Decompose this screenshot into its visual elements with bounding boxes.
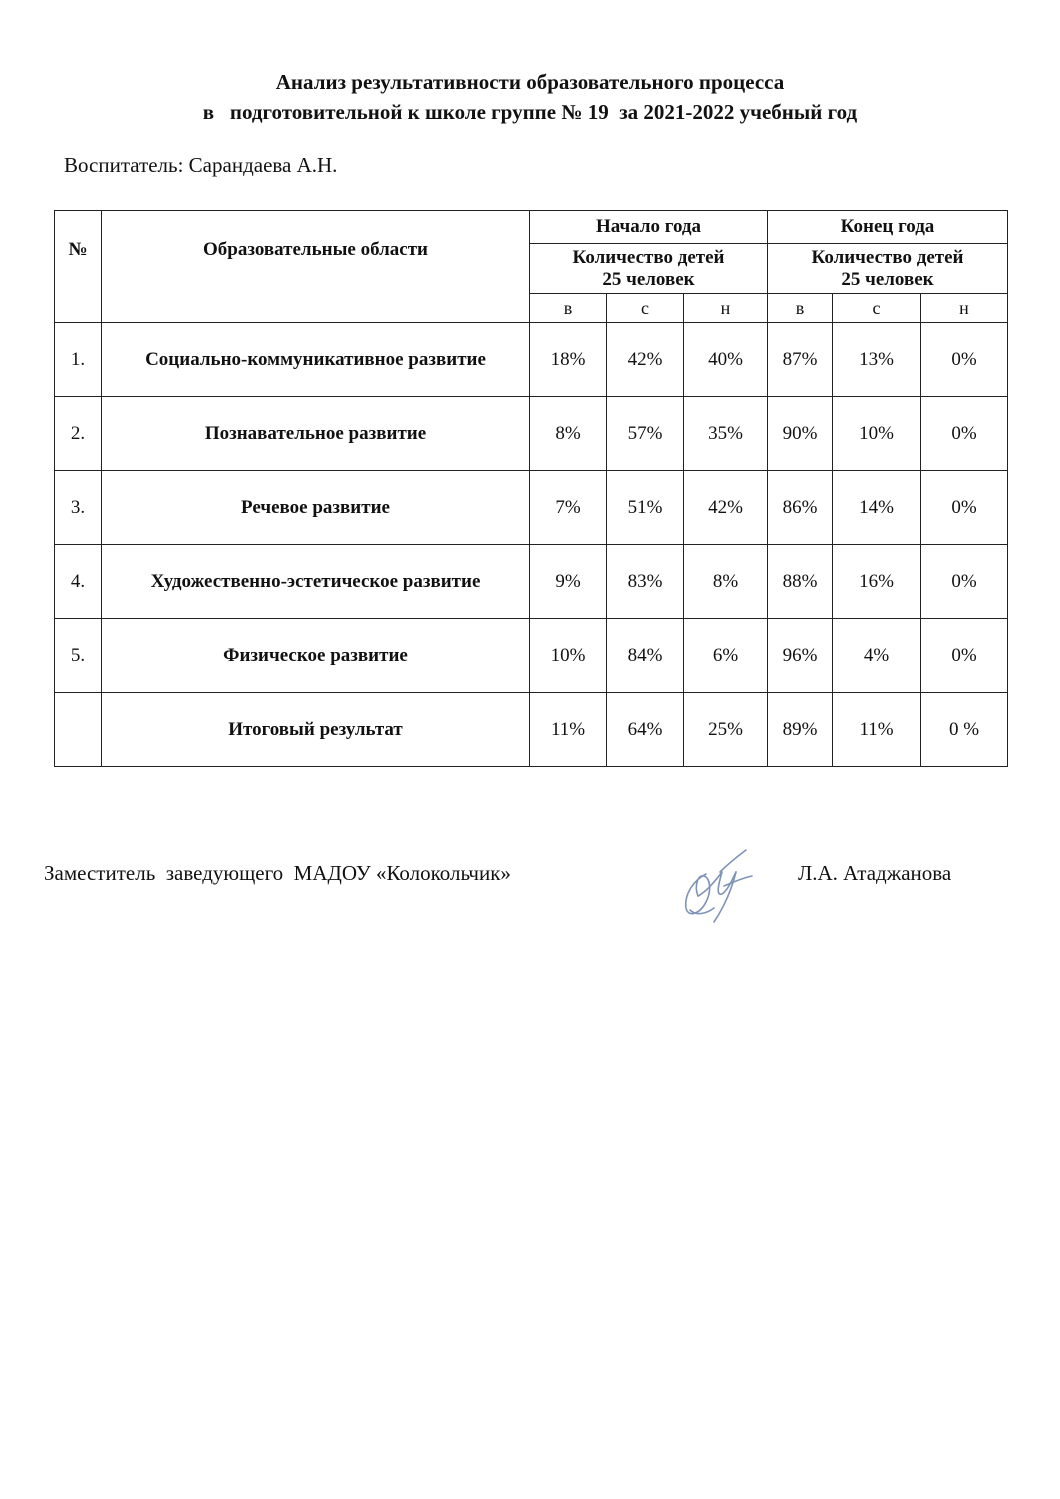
row-area: Итоговый результат <box>102 693 530 767</box>
header-start-of-year: Начало года <box>530 211 768 244</box>
value-cell: 14% <box>833 471 921 545</box>
row-num: 5. <box>55 619 102 693</box>
value-cell: 25% <box>684 693 768 767</box>
table-row <box>55 323 1008 397</box>
value-cell: 0% <box>921 397 1008 471</box>
header-num: № <box>55 211 102 323</box>
header-count-end <box>768 244 1008 294</box>
value-cell: 42% <box>684 471 768 545</box>
value-cell: 11% <box>833 693 921 767</box>
value-cell: 96% <box>768 619 833 693</box>
value-cell: 88% <box>768 545 833 619</box>
value-cell: 0% <box>921 471 1008 545</box>
document-title-line2: в подготовительной к школе группе № 19 за 2021-2022 учебный год <box>202 100 858 124</box>
table-row <box>55 619 1008 693</box>
value-cell: 4% <box>833 619 921 693</box>
value-cell: 0% <box>921 323 1008 397</box>
value-cell: 10% <box>530 619 607 693</box>
value-cell: 0% <box>921 619 1008 693</box>
value-cell: 35% <box>684 397 768 471</box>
table-row-total <box>55 693 1008 767</box>
value-cell: 51% <box>607 471 684 545</box>
value-cell: 16% <box>833 545 921 619</box>
value-cell: 0% <box>921 545 1008 619</box>
value-cell: 6% <box>684 619 768 693</box>
value-cell: 8% <box>530 397 607 471</box>
level-start-low: н <box>684 294 768 323</box>
row-num: 4. <box>55 545 102 619</box>
value-cell: 57% <box>607 397 684 471</box>
signature-icon <box>676 842 756 924</box>
value-cell: 40% <box>684 323 768 397</box>
row-area: Познавательное развитие <box>102 397 530 471</box>
value-cell: 42% <box>607 323 684 397</box>
value-cell: 7% <box>530 471 607 545</box>
row-num: 3. <box>55 471 102 545</box>
deputy-title: Заместитель заведующего МАДОУ «Колокольчик» <box>44 861 511 885</box>
count-value-start: 25 человек <box>602 268 695 290</box>
educator-line: Воспитатель: Сарандаева А.Н. <box>64 153 338 177</box>
value-cell: 84% <box>607 619 684 693</box>
header-end-of-year: Конец года <box>768 211 1008 244</box>
table-row <box>55 545 1008 619</box>
value-cell: 0 % <box>921 693 1008 767</box>
count-label-end: Количество детей <box>811 246 964 268</box>
header-count-start <box>530 244 768 294</box>
value-cell: 86% <box>768 471 833 545</box>
results-table <box>54 210 1008 767</box>
value-cell: 13% <box>833 323 921 397</box>
level-start-high: в <box>530 294 607 323</box>
header-area: Образовательные области <box>102 211 530 323</box>
value-cell: 83% <box>607 545 684 619</box>
count-label-start: Количество детей <box>572 246 725 268</box>
row-area: Физическое развитие <box>102 619 530 693</box>
row-num: 1. <box>55 323 102 397</box>
row-area: Речевое развитие <box>102 471 530 545</box>
table-row <box>55 397 1008 471</box>
level-end-high: в <box>768 294 833 323</box>
value-cell: 87% <box>768 323 833 397</box>
deputy-name: Л.А. Атаджанова <box>798 861 952 885</box>
count-value-end: 25 человек <box>841 268 934 290</box>
value-cell: 9% <box>530 545 607 619</box>
table-row <box>55 471 1008 545</box>
document-title-line1: Анализ результативности образовательного процесса <box>275 70 785 94</box>
row-num: 2. <box>55 397 102 471</box>
value-cell: 64% <box>607 693 684 767</box>
level-start-mid: с <box>607 294 684 323</box>
row-area: Художественно-эстетическое развитие <box>102 545 530 619</box>
level-end-mid: с <box>833 294 921 323</box>
value-cell: 8% <box>684 545 768 619</box>
row-num <box>55 693 102 767</box>
row-area: Социально-коммуникативное развитие <box>102 323 530 397</box>
value-cell: 18% <box>530 323 607 397</box>
level-end-low: н <box>921 294 1008 323</box>
value-cell: 11% <box>530 693 607 767</box>
value-cell: 10% <box>833 397 921 471</box>
value-cell: 90% <box>768 397 833 471</box>
value-cell: 89% <box>768 693 833 767</box>
header-row-periods <box>55 211 1008 244</box>
